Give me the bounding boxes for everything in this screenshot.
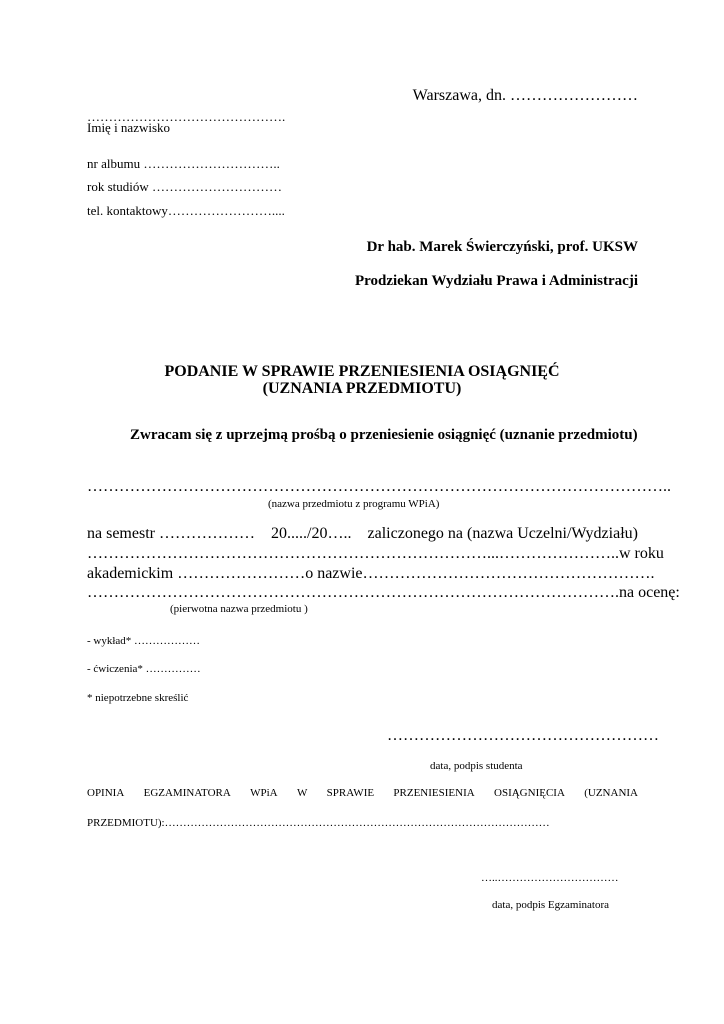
recipient-role: Prodziekan Wydziału Prawa i Administracji xyxy=(354,273,638,289)
opinion-word: OSIĄGNIĘCIA xyxy=(494,787,565,799)
title-line-2: (UZNANIA PRZEDMIOTU) xyxy=(262,379,462,397)
body-line-4 xyxy=(87,584,680,601)
semester-field: na semestr ……………… xyxy=(87,525,255,542)
original-name-dots: ………………………………………………. xyxy=(362,565,655,582)
place-date: Warszawa, dn. …………………… xyxy=(412,87,638,104)
strike-note: * niepotrzebne skreślić xyxy=(87,692,189,704)
opinion-word: WPiA xyxy=(250,787,278,799)
original-name-caption: (pierwotna nazwa przedmiotu ) xyxy=(170,603,308,615)
opinion-word: PRZENIESIENIA xyxy=(393,787,475,799)
name-label: Imię i nazwisko xyxy=(87,120,171,135)
opinion-word: EGZAMINATORA xyxy=(143,787,231,799)
request-sentence: Zwracam się z uprzejmą prośbą o przeniesienie osiągnięć (uznanie przedmiotu) xyxy=(130,427,638,443)
examiner-signature-dots: …..…………………………… xyxy=(481,872,619,884)
opinion-word: W xyxy=(296,787,308,799)
academic-year-dots: akademickim …………………… xyxy=(87,565,306,582)
phone-number: tel. kontaktowy…………………….... xyxy=(87,203,285,218)
university-label: zaliczonego na (nazwa Uczelni/Wydziału) xyxy=(367,525,638,542)
opinion-word: (UZNANIA xyxy=(584,787,638,799)
opinion-line-2: PRZEDMIOTU):…………………………………………………………………………………………… xyxy=(87,817,550,829)
name-dots: ………………………………………. xyxy=(87,109,286,124)
in-year-label: w roku xyxy=(619,545,664,562)
named-label: o nazwie xyxy=(305,565,363,582)
body-line-2 xyxy=(87,545,664,562)
recipient-name: Dr hab. Marek Świerczyński, prof. UKSW xyxy=(366,239,638,255)
lecture-option: - wykład* ……………… xyxy=(87,635,201,647)
body-line-3 xyxy=(87,565,655,582)
subject-dots: ……………………………………………………………………………………………….. xyxy=(87,478,671,495)
examiner-signature-label: data, podpis Egzaminatora xyxy=(492,899,609,911)
grade-label: na ocenę: xyxy=(619,584,680,601)
opinion-word: SPRAWIE xyxy=(326,787,375,799)
subject-caption: (nazwa przedmiotu z programu WPiA) xyxy=(268,498,440,510)
title-line-1: PODANIE W SPRAWIE PRZENIESIENIA OSIĄGNIĘĆ xyxy=(164,363,560,380)
opinion-line-1 xyxy=(87,788,638,799)
exercises-option: - ćwiczenia* …………… xyxy=(87,663,201,675)
original-name-dots-2: ………………………………………………………………………………………. xyxy=(87,584,619,601)
academic-year-field: 20...../20….. xyxy=(271,525,352,542)
body-line-1 xyxy=(87,526,638,542)
student-signature-dots: …………………………………………… xyxy=(387,727,659,744)
album-number: nr albumu ………………………….. xyxy=(87,156,280,171)
document-title xyxy=(0,364,724,398)
student-signature-label: data, podpis studenta xyxy=(430,760,523,772)
opinion-word: OPINIA xyxy=(87,787,125,799)
study-year: rok studiów ………………………… xyxy=(87,179,282,194)
university-dots: …………………………………………………………………...………………….. xyxy=(87,545,619,562)
